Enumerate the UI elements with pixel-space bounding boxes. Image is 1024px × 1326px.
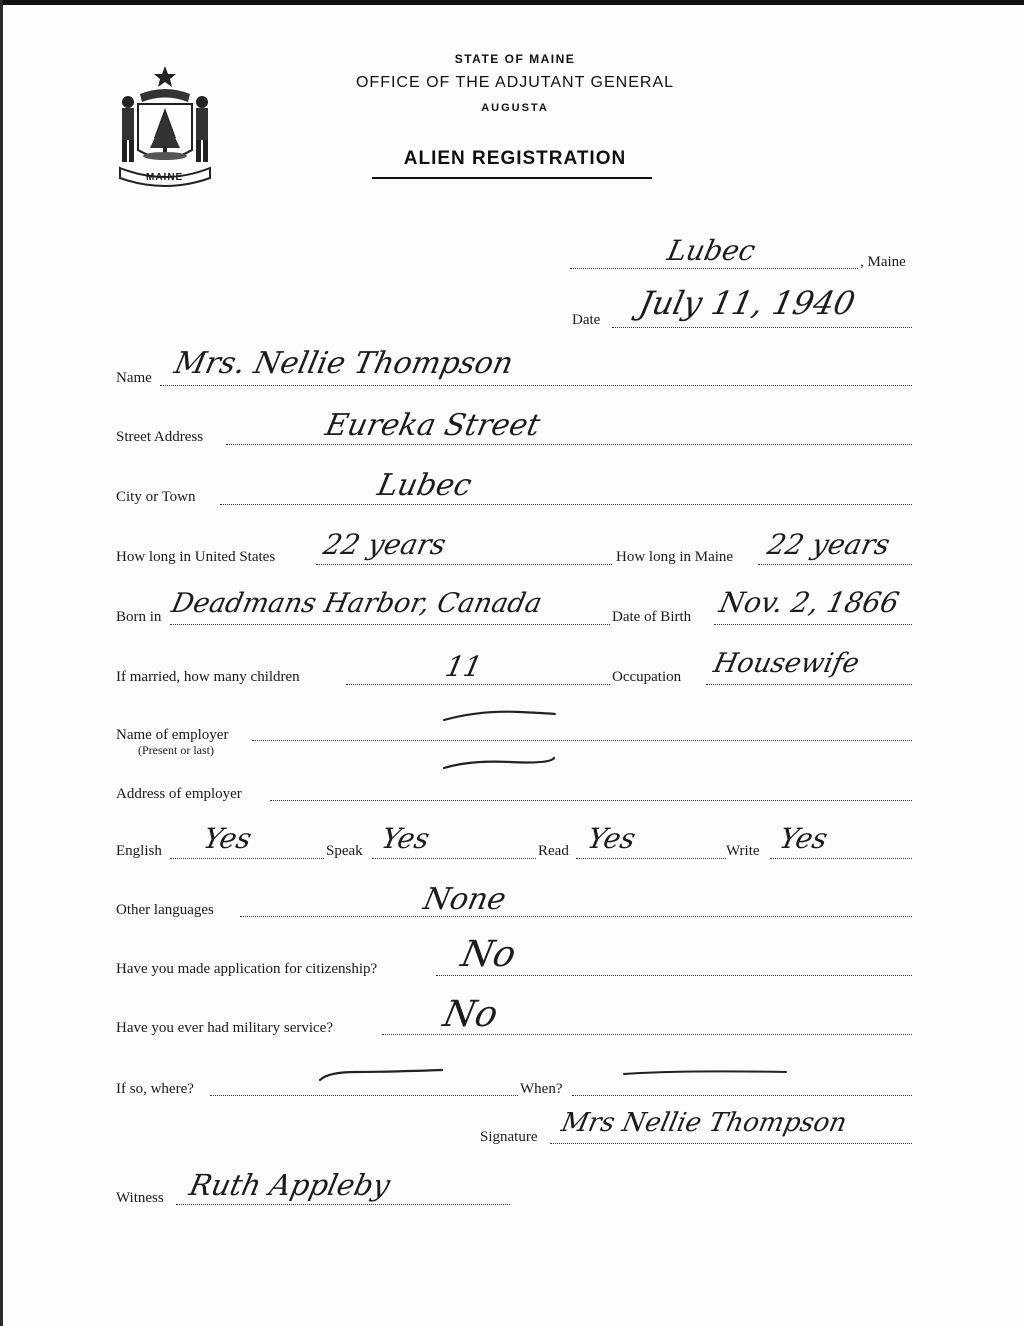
occupation-line — [706, 684, 912, 685]
header-city: AUGUSTA — [481, 102, 549, 114]
witness-label: Witness — [116, 1190, 164, 1206]
scan-border-top — [0, 0, 1024, 5]
where-line — [210, 1095, 518, 1096]
name-label: Name — [116, 370, 152, 386]
date-label: Date — [572, 312, 601, 328]
children-value: 11 — [442, 650, 486, 683]
how-long-us-line — [316, 564, 612, 565]
employer-label: Name of employer — [116, 727, 229, 743]
form-title: ALIEN REGISTRATION — [403, 148, 627, 169]
state-suffix-label: , Maine — [860, 254, 906, 270]
other-languages-label: Other languages — [116, 902, 214, 918]
dob-label: Date of Birth — [612, 609, 692, 625]
signature-line — [550, 1143, 912, 1144]
street-label: Street Address — [116, 429, 204, 445]
read-label: Read — [538, 843, 569, 859]
when-line — [572, 1095, 912, 1096]
header-state: STATE OF MAINE — [454, 52, 576, 66]
scan-border-left — [0, 0, 3, 1326]
where-label: If so, where? — [116, 1081, 194, 1097]
how-long-maine-value: 22 years — [764, 528, 893, 561]
employer-line — [252, 740, 912, 741]
born-in-line — [170, 624, 610, 625]
speak-label: Speak — [326, 843, 363, 859]
born-in-label: Born in — [116, 609, 162, 625]
occupation-value: Housewife — [710, 648, 863, 679]
city-value: Lubec — [374, 468, 475, 503]
how-long-us-value: 22 years — [320, 528, 449, 561]
signature-label: Signature — [480, 1129, 538, 1145]
employer-note: (Present or last) — [138, 743, 214, 757]
name-line — [160, 385, 912, 386]
write-line — [770, 858, 912, 859]
military-label: Have you ever had military service? — [116, 1020, 333, 1036]
citizenship-label: Have you made application for citizenship? — [116, 961, 378, 977]
born-in-value: Deadmans Harbor, Canada — [168, 588, 545, 619]
read-line — [576, 858, 726, 859]
how-long-maine-label: How long in Maine — [616, 549, 734, 565]
date-line — [612, 327, 912, 328]
children-line — [346, 684, 610, 685]
occupation-label: Occupation — [612, 669, 682, 685]
employer-address-dash-mark — [440, 750, 560, 774]
employer-address-line — [270, 800, 912, 801]
speak-line — [372, 858, 536, 859]
town-value: Lubec — [664, 234, 759, 267]
witness-value: Ruth Appleby — [186, 1168, 394, 1202]
signature-value: Mrs Nellie Thompson — [558, 1108, 850, 1138]
witness-line — [176, 1204, 510, 1205]
employer-address-label: Address of employer — [116, 786, 242, 802]
dob-line — [714, 624, 912, 625]
citizenship-value: No — [457, 934, 520, 975]
town-line — [570, 268, 858, 269]
write-label: Write — [726, 843, 760, 859]
street-line — [226, 444, 912, 445]
street-value: Eureka Street — [322, 408, 544, 443]
city-line — [220, 504, 912, 505]
military-value: No — [439, 994, 502, 1035]
where-dash-mark — [316, 1062, 446, 1086]
english-line — [170, 858, 324, 859]
other-languages-line — [240, 916, 912, 917]
speak-value: Yes — [378, 822, 433, 855]
citizenship-line — [436, 975, 912, 976]
english-value: Yes — [200, 822, 255, 855]
seal-banner-text: MAINE — [146, 172, 184, 183]
read-value: Yes — [584, 822, 639, 855]
other-languages-value: None — [420, 882, 510, 917]
when-dash-mark — [620, 1064, 790, 1080]
when-label: When? — [520, 1081, 563, 1097]
how-long-maine-line — [758, 564, 912, 565]
name-value: Mrs. Nellie Thompson — [171, 346, 517, 381]
dob-value: Nov. 2, 1866 — [716, 586, 903, 619]
english-label: English — [116, 843, 162, 859]
header-office: OFFICE OF THE ADJUTANT GENERAL — [355, 74, 675, 91]
children-label: If married, how many children — [116, 669, 300, 685]
title-underline — [372, 177, 652, 179]
city-label: City or Town — [116, 489, 196, 505]
write-value: Yes — [776, 822, 831, 855]
how-long-us-label: How long in United States — [116, 549, 276, 565]
date-value: July 11, 1940 — [635, 284, 859, 322]
employer-dash-mark — [440, 704, 560, 728]
